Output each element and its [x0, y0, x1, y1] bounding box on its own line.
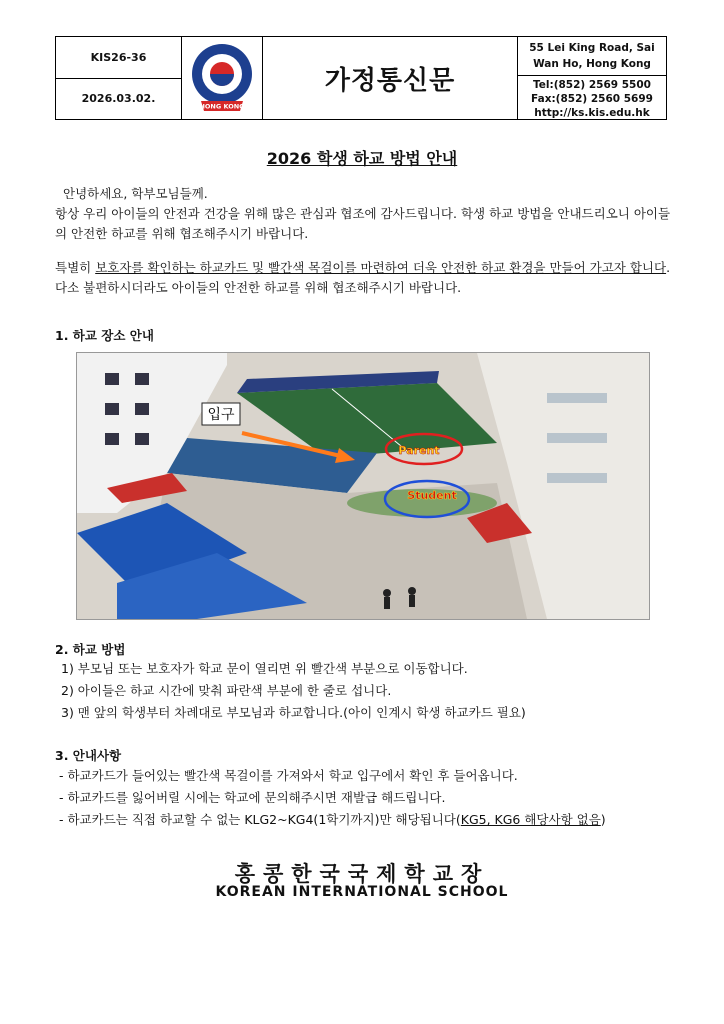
greeting: 안녕하세요, 학부모님들께.: [63, 186, 208, 201]
document-date: 2026.03.02.: [81, 92, 156, 106]
contact-info: [518, 76, 666, 122]
tel: Tel:(852) 2569 5500: [533, 79, 651, 91]
letter-header: [55, 36, 667, 120]
signature-korean: 홍콩한국국제학교장: [234, 862, 490, 886]
school-logo: [182, 37, 263, 119]
pickup-location-photo: [76, 352, 650, 620]
student-zone-label: Student: [407, 489, 457, 502]
section-3-list: [55, 765, 679, 831]
list-item: 2) 아이들은 하교 시간에 맞춰 파란색 부분에 한 줄로 섭니다.: [61, 683, 392, 698]
school-address: [518, 37, 666, 76]
section-2-list: [55, 658, 681, 724]
website: http://ks.kis.edu.hk: [534, 107, 650, 119]
entrance-label: 입구: [207, 407, 235, 423]
section-1-title: 1. 하교 장소 안내: [55, 328, 154, 343]
address-line-2: Wan Ho, Hong Kong: [533, 58, 651, 70]
document-title: 2026 학생 하교 방법 안내: [266, 149, 458, 168]
fax: Fax:(852) 2560 5699: [531, 93, 653, 105]
intro-paragraph-2: 특별히 보호자를 확인하는 하교카드 및 빨간색 목걸이를 마련하여 더욱 안전한 하교 환경을 만들어 가고자 합니다. 다소 불편하시더라도 아이들의 안전한 하교를 위해 협조해주시기 바랍니다.: [55, 260, 671, 295]
highlighted-notice: 보호자를 확인하는 하교카드 및 빨간색 목걸이를 마련하여 더욱 안전한 하교 환경을 만들어 가고자 합니다: [95, 260, 667, 275]
intro-paragraph-1: 항상 우리 아이들의 안전과 건강을 위해 많은 관심과 협조에 감사드립니다. 학생 하교 방법을 안내드리오니 아이들의 안전한 하교를 위해 협조해주시기 바랍니다.: [55, 206, 671, 241]
section-2-title: 2. 하교 방법: [55, 642, 126, 657]
list-item: - 하교카드를 잃어버릴 시에는 학교에 문의해주시면 재발급 해드립니다.: [59, 790, 446, 805]
parent-zone-label: Parent: [398, 444, 440, 457]
address-line-1: 55 Lei King Road, Sai: [529, 42, 655, 54]
header-contact: [518, 37, 666, 119]
signature-english: KOREAN INTERNATIONAL SCHOOL: [215, 884, 509, 900]
list-item: - 하교카드가 들어있는 빨간색 목걸이를 가져와서 학교 입구에서 확인 후 들어옵니다.: [59, 768, 518, 783]
section-3-title: 3. 안내사항: [55, 748, 122, 763]
header-meta: [56, 37, 182, 119]
logo-banner-text: HONG KONG: [199, 102, 245, 111]
list-item: 1) 부모님 또는 보호자가 학교 문이 열리면 위 빨간색 부분으로 이동합니다.: [61, 661, 468, 676]
header-title: 가정통신문: [263, 37, 518, 119]
document-code: KIS26-36: [56, 37, 181, 79]
list-item: 3) 맨 앞의 학생부터 차례대로 부모님과 하교합니다.(아이 인계시 학생 하교카드 필요): [61, 705, 526, 720]
list-item: - 하교카드는 직접 하교할 수 없는 KLG2~KG4(1학기까지)만 해당됩니다(KG5, KG6 해당사항 없음): [59, 812, 606, 827]
